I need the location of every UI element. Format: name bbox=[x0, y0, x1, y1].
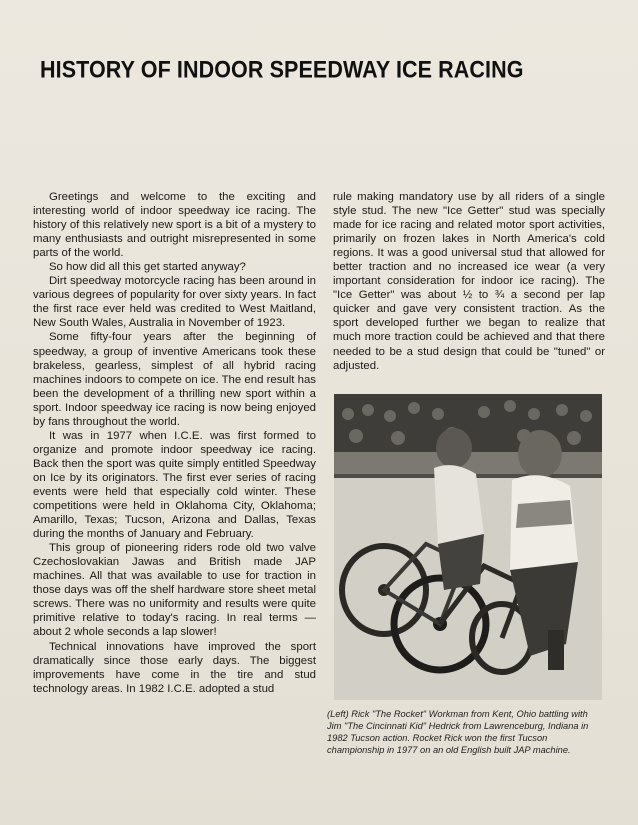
ice-racers-photo bbox=[334, 394, 602, 700]
page-title: HISTORY OF INDOOR SPEEDWAY ICE RACING bbox=[40, 56, 524, 83]
paragraph: Technical innovations have improved the sport dramatically since those early days. The biggest improvements have come in the tire and stud technology areas. In 1982 I.C.E. adopted a stud bbox=[33, 640, 316, 695]
paragraph: Some fifty-four years after the beginning of speedway, a group of inventive Americans took these brakeless, gearless, simplest of all hybrid racing machines indoors to compete on ice. The end result has been the development of a thrilling new sport within a sport. Indoor speedway ice racing is now being enjoyed by fans throughout the world. bbox=[33, 331, 316, 428]
paragraph: rule making mandatory use by all riders of a single style stud. The new "Ice Getter" stud was specially made for ice racing and related motor sport activities, primarily on frozen lakes in North America's cold regions. It was a good universal stud that allowed for better traction and no increased ice wear (a very important consideration for indoor ice racing). The "Ice Getter" was about ½ to ¾ a second per lap quicker and gave very consistent traction. As the sport developed further we began to realize that much more traction could be achieved and that there needed to be a stud design that could be "tuned" or adjusted. bbox=[333, 191, 605, 372]
paragraph: This group of pioneering riders rode old two valve Czechoslovakian Jawas and British made JAP machines. All that was available to use for traction in those days was off the shelf hardware store sheet metal screws. There was no uniformity and results were quite primitive relative to today's racing. In real terms — about 2 whole seconds a lap slower! bbox=[33, 542, 316, 639]
paragraph: Dirt speedway motorcycle racing has been around in various degrees of popularity for over sixty years. In fact the first race ever held was credited to West Maitland, New South Wales, Australia in November of 1923. bbox=[33, 275, 316, 330]
paragraph: So how did all this get started anyway? bbox=[48, 261, 246, 274]
paragraph: It was in 1977 when I.C.E. was first formed to organize and promote indoor speedway ice racing. Back then the sport was quite simply entitled Speedway on Ice by its originators. The first ever series of racing events were held that especially cold winter. These competitions were held in Oklahoma City, Oklahoma; Amarillo, Texas; Tucson, Arizona and Dallas, Texas during the months of January and February. bbox=[33, 429, 316, 541]
photo-caption: (Left) Rick "The Rocket" Workman from Kent, Ohio battling with Jim "The Cincinnati Kid" Hedrick from Lawrenceburg, Indiana in 1982 Tucson action. Rocket Rick won the first Tucson championship in 1977 on an old English built JAP machine. bbox=[327, 709, 589, 755]
article-right-column bbox=[333, 190, 605, 373]
article-left-column bbox=[33, 190, 316, 696]
paragraph: Greetings and welcome to the exciting and interesting world of indoor speedway ice racing. The history of this relatively new sport is a bit of a mystery to many enthusiasts and outright misrepresented in some parts of the world. bbox=[33, 191, 316, 260]
